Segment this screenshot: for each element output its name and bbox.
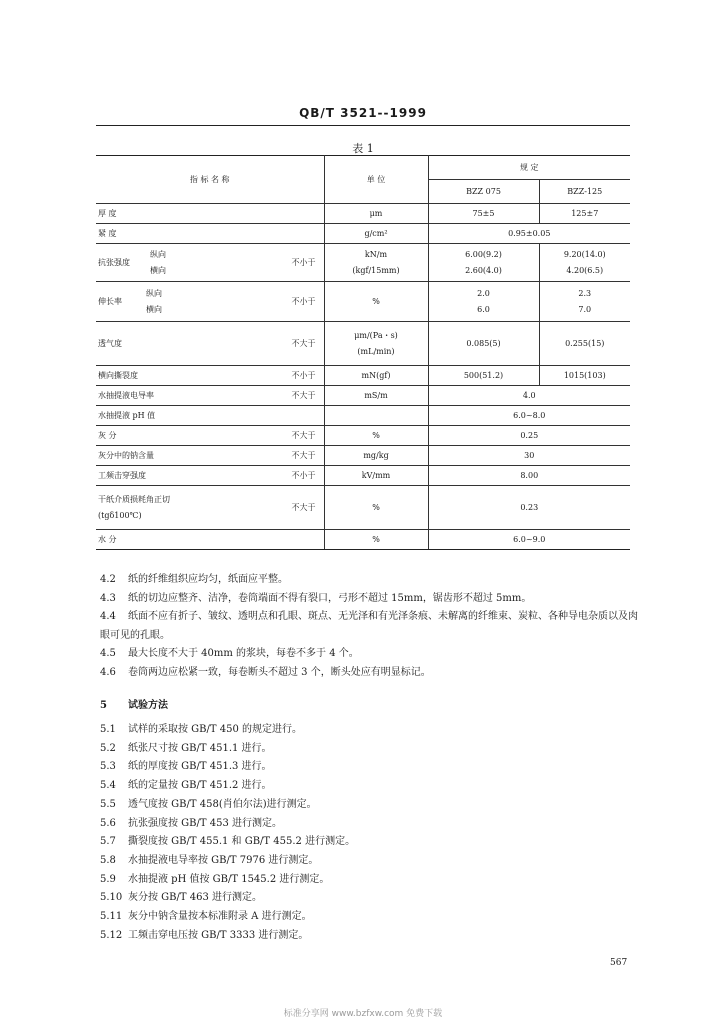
site-watermark[interactable]: 标准分享网 www.bzfxw.com 免费下载	[283, 1009, 443, 1019]
row-name-cell	[96, 322, 324, 366]
row-unit: (mL/min)	[357, 346, 395, 356]
row-value: 0.255(15)	[539, 322, 630, 366]
table-row	[96, 426, 630, 446]
row-condition: 不小于	[291, 297, 316, 306]
header-unit: 单 位	[324, 156, 428, 204]
row-value: 0.085(5)	[428, 322, 539, 366]
row-unit: %	[324, 486, 428, 530]
row-name: 水 分	[96, 530, 324, 550]
method-number: 5.2	[100, 742, 116, 754]
clause-number: 4.4	[100, 611, 116, 622]
clause-number: 4.5	[100, 648, 116, 659]
row-condition: 不小于	[291, 258, 316, 267]
spec-table	[96, 155, 630, 550]
row-value: 6.0	[477, 304, 490, 314]
method-number: 5.10	[100, 892, 123, 904]
row-name: 灰分中的钠含量	[98, 451, 154, 460]
row-value: 0.25	[428, 426, 630, 446]
row-value: 1015(103)	[539, 366, 630, 386]
row-value: 6.0~8.0	[428, 406, 630, 426]
clause	[100, 645, 640, 664]
row-name: 透气度	[98, 339, 122, 348]
row-name: (tgδ100℃)	[98, 510, 142, 520]
row-value: 125±7	[539, 204, 630, 224]
method-text: 纸张尺寸按 GB/T 451.1 进行。	[128, 742, 272, 754]
row-value: 500(51.2)	[428, 366, 539, 386]
row-name: 伸长率	[98, 297, 122, 306]
method-item	[100, 852, 640, 871]
method-item	[100, 815, 640, 834]
requirement-clauses	[100, 571, 640, 682]
page-number: 567	[610, 958, 628, 968]
row-unit: g/cm²	[324, 224, 428, 244]
clause-number: 4.2	[100, 574, 116, 585]
row-unit: mN(gf)	[324, 366, 428, 386]
method-item	[100, 758, 640, 777]
row-value: 6.00(9.2)	[465, 249, 502, 259]
row-value: 7.0	[578, 304, 592, 314]
row-condition: 不大于	[291, 503, 316, 512]
method-text: 纸的定量按 GB/T 451.2 进行。	[128, 780, 272, 792]
row-unit: kN/m	[364, 249, 388, 259]
row-name: 紧 度	[96, 224, 324, 244]
row-unit: (kgf/15mm)	[352, 265, 400, 275]
method-text: 透气度按 GB/T 458(肖伯尔法)进行测定。	[128, 798, 317, 810]
method-number: 5.6	[100, 817, 116, 829]
clause-text: 纸的纤维组织应均匀，纸面应平整。	[128, 574, 288, 585]
row-value-cell	[428, 282, 539, 322]
method-number: 5.9	[100, 873, 116, 885]
method-text: 试样的采取按 GB/T 450 的规定进行。	[128, 724, 302, 735]
row-value: 0.95±0.05	[428, 224, 630, 244]
row-unit: %	[324, 282, 428, 322]
table-row	[96, 224, 630, 244]
clause-text: 最大长度不大于 40mm 的浆块，每卷不多于 4 个。	[128, 648, 359, 659]
clause-text: 纸的切边应整齐、洁净，卷筒端面不得有裂口，弓形不超过 15mm，锯齿形不超过 5mm。	[128, 592, 532, 604]
row-unit: μm	[324, 204, 428, 224]
row-value: 2.3	[578, 288, 592, 298]
row-name-cell	[96, 282, 324, 322]
method-number: 5.12	[100, 929, 123, 941]
table-row	[96, 446, 630, 466]
method-item	[100, 871, 640, 890]
method-text: 水抽提液电导率按 GB/T 7976 进行测定。	[128, 854, 319, 866]
row-value-cell	[539, 244, 630, 282]
test-methods	[100, 721, 640, 945]
table-caption: 表 1	[352, 142, 374, 155]
clause	[100, 571, 640, 590]
method-number: 5.7	[100, 836, 116, 848]
row-value: 30	[428, 446, 630, 466]
row-condition: 不小于	[291, 371, 316, 380]
row-name: 厚 度	[96, 204, 324, 224]
method-text: 灰分中钠含量按本标准附录 A 进行测定。	[128, 911, 312, 923]
table-header-row	[96, 156, 630, 180]
row-name: 工频击穿强度	[98, 471, 146, 480]
row-unit: kV/mm	[324, 466, 428, 486]
header-rule	[96, 125, 630, 126]
row-name-cell	[96, 446, 324, 466]
row-name: 横向撕裂度	[98, 371, 138, 380]
row-unit: μm/(Pa・s)	[354, 330, 398, 340]
row-name-cell	[96, 244, 324, 282]
method-number: 5.1	[100, 724, 116, 735]
table-row	[96, 466, 630, 486]
row-name-cell	[96, 366, 324, 386]
row-value: 75±5	[428, 204, 539, 224]
table-row	[96, 366, 630, 386]
section-number: 5	[100, 700, 107, 711]
method-item	[100, 927, 640, 946]
row-name-cell	[96, 466, 324, 486]
clause-text: 纸面不应有折子、皱纹、透明点和孔眼、斑点、无光泽和有光泽条痕、未解离的纤维束、炭粒、各种导电杂质以及肉眼可见的孔眼。	[100, 611, 638, 641]
row-name: 水抽提液电导率	[98, 391, 154, 400]
method-number: 5.8	[100, 854, 116, 866]
row-value: 0.23	[428, 486, 630, 530]
row-unit: mS/m	[324, 386, 428, 406]
method-text: 撕裂度按 GB/T 455.1 和 GB/T 455.2 进行测定。	[128, 836, 356, 848]
section-title: 试验方法	[128, 700, 168, 711]
row-condition: 不大于	[291, 431, 316, 440]
row-sub: 纵向	[146, 288, 162, 298]
method-text: 灰分按 GB/T 463 进行测定。	[128, 892, 262, 904]
row-name-cell	[96, 426, 324, 446]
table-row	[96, 486, 630, 530]
method-item	[100, 796, 640, 815]
standard-code: QB/T 3521--1999	[299, 106, 427, 120]
method-text: 水抽提液 pH 值按 GB/T 1545.2 进行测定。	[128, 873, 330, 885]
row-name: 干纸介质损耗角正切	[98, 494, 170, 504]
table-row	[96, 530, 630, 550]
method-item	[100, 777, 640, 796]
header-col-bzz075: BZZ 075	[428, 180, 539, 204]
row-value: 2.0	[477, 288, 490, 298]
clause	[100, 590, 640, 609]
row-name-cell	[96, 486, 324, 530]
row-value-cell	[539, 282, 630, 322]
section-heading	[100, 696, 168, 711]
row-value-cell	[428, 244, 539, 282]
row-value: 9.20(14.0)	[563, 249, 606, 259]
row-name: 灰 分	[98, 431, 117, 440]
header-item: 指 标 名 称	[96, 156, 324, 204]
row-condition: 不小于	[291, 471, 316, 480]
row-name: 抗张强度	[98, 258, 130, 267]
clause-text: 卷筒两边应松紧一致，每卷断头不超过 3 个，断头处应有明显标记。	[128, 666, 431, 678]
method-item	[100, 740, 640, 759]
row-value: 6.0~9.0	[428, 530, 630, 550]
clause	[100, 608, 640, 645]
row-unit: %	[324, 530, 428, 550]
header-col-bzz125: BZZ-125	[539, 180, 630, 204]
row-value: 4.20(6.5)	[566, 265, 604, 275]
row-unit: %	[324, 426, 428, 446]
row-name: 水抽提液 pH 值	[96, 406, 324, 426]
clause-number: 4.6	[100, 666, 116, 678]
row-unit: mg/kg	[324, 446, 428, 466]
method-text: 工频击穿电压按 GB/T 3333 进行测定。	[128, 929, 309, 941]
table-row	[96, 322, 630, 366]
row-condition: 不大于	[291, 339, 316, 348]
clause-number: 4.3	[100, 592, 116, 604]
method-text: 纸的厚度按 GB/T 451.3 进行。	[128, 761, 272, 773]
row-unit-cell	[324, 322, 428, 366]
row-unit-cell	[324, 244, 428, 282]
method-number: 5.11	[100, 911, 123, 923]
table-row	[96, 244, 630, 282]
method-number: 5.3	[100, 761, 116, 773]
row-value: 4.0	[428, 386, 630, 406]
row-value: 8.00	[428, 466, 630, 486]
method-item	[100, 889, 640, 908]
row-value: 2.60(4.0)	[465, 265, 502, 275]
row-sub: 纵向	[150, 249, 166, 259]
table-row	[96, 282, 630, 322]
row-unit	[324, 406, 428, 426]
method-item	[100, 721, 640, 740]
method-number: 5.5	[100, 798, 116, 810]
method-item	[100, 833, 640, 852]
row-sub: 横向	[150, 265, 166, 275]
row-condition: 不大于	[291, 451, 316, 460]
row-sub: 横向	[146, 304, 162, 314]
table-row	[96, 386, 630, 406]
clause	[100, 664, 640, 683]
table-row	[96, 204, 630, 224]
row-condition: 不大于	[291, 391, 316, 400]
table-row	[96, 406, 630, 426]
method-item	[100, 908, 640, 927]
method-number: 5.4	[100, 780, 116, 792]
row-name-cell	[96, 386, 324, 406]
header-spec: 规 定	[428, 156, 630, 180]
method-text: 抗张强度按 GB/T 453 进行测定。	[128, 817, 282, 829]
